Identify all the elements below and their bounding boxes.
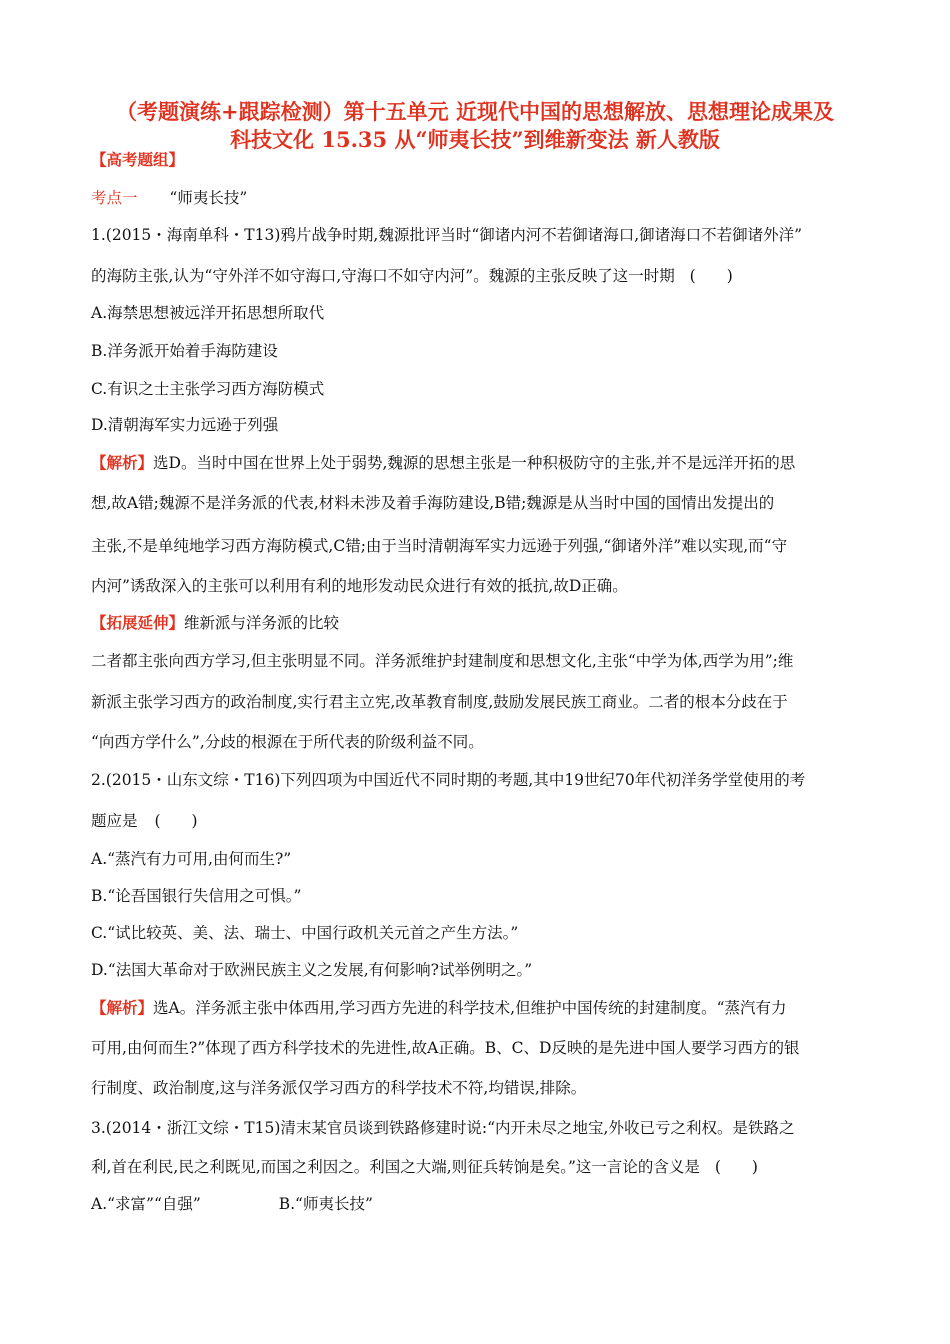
- q2-analysis-line2: 可用,由何而生?”体现了西方科学技术的先进性,故A正确。B、C、D反映的是先进中国人要学习西方的银: [91, 1039, 800, 1057]
- q2-stem-line1: 2.(2015・山东文综・T16)下列四项为中国近代不同时期的考题,其中19世纪70年代初洋务学堂使用的考: [91, 771, 806, 789]
- extension-tag: 【拓展延伸】: [91, 613, 185, 632]
- document-title-line1: （考题演练+跟踪检测）第十五单元 近现代中国的思想解放、思想理论成果及: [116, 99, 834, 124]
- q3-stem-text: 利,首在利民,民之利既见,而国之利因之。利国之大端,则征兵转饷是矣。”这一言论的含义是: [91, 1158, 700, 1176]
- q2-analysis-line3: 行制度、政治制度,这与洋务派仅学习西方的科学技术不符,均错误,排除。: [91, 1079, 587, 1097]
- extension-heading: [91, 612, 339, 634]
- q2-answer-blank: ( ): [154, 812, 198, 830]
- q2-option-c: C.“试比较英、美、法、瑞士、中国行政机关元首之产生方法。”: [91, 924, 519, 942]
- q1-option-a: A.海禁思想被远洋开拓思想所取代: [91, 304, 325, 322]
- extension-line1: 二者都主张向西方学习,但主张明显不同。洋务派维护封建制度和思想文化,主张“中学为体,西学为用”;维: [91, 652, 794, 670]
- q1-analysis-line4: 内河”诱敌深入的主张可以利用有利的地形发动民众进行有效的抵抗,故D正确。: [91, 577, 628, 595]
- q1-option-d: D.清朝海军实力远逊于列强: [91, 416, 279, 434]
- q1-stem-line1: 1.(2015・海南单科・T13)鸦片战争时期,魏源批评当时“御诸内河不若御诸海口,御诸海口不若御诸外洋”: [91, 226, 803, 244]
- q1-stem-line2: [91, 265, 733, 287]
- extension-title: 维新派与洋务派的比较: [184, 614, 340, 632]
- q2-option-b: B.“论吾国银行失信用之可惧。”: [91, 887, 302, 905]
- q2-stem-line2: [91, 810, 198, 832]
- section-heading-gaokao: 【高考题组】: [91, 150, 185, 169]
- q3-stem-line2: [91, 1156, 758, 1178]
- q2-option-a: A.“蒸汽有力可用,由何而生?”: [91, 850, 292, 868]
- q1-option-b: B.洋务派开始着手海防建设: [91, 342, 278, 360]
- kaodian-heading: [91, 187, 247, 209]
- q3-answer-blank: ( ): [714, 1158, 758, 1176]
- q1-option-c: C.有识之士主张学习西方海防模式: [91, 380, 325, 398]
- q3-stem-line1: 3.(2014・浙江文综・T15)清末某官员谈到铁路修建时说:“内开未尽之地宝,外收已亏之利权。是铁路之: [91, 1119, 795, 1137]
- q1-answer-blank: ( ): [689, 267, 733, 285]
- q2-analysis-tag: 【解析】: [91, 998, 154, 1017]
- extension-line3: “向西方学什么”,分歧的根源在于所代表的阶级利益不同。: [91, 733, 484, 751]
- q2-analysis-line1: [91, 997, 787, 1019]
- q1-stem-text: 的海防主张,认为“守外洋不如守海口,守海口不如守内河”。魏源的主张反映了这一时期: [91, 267, 675, 285]
- q3-option-b: B.“师夷长技”: [278, 1195, 373, 1213]
- kaodian-topic: “师夷长技”: [169, 189, 248, 207]
- document-title-line2: 科技文化 15.35 从“师夷长技”到维新变法 新人教版: [230, 127, 720, 152]
- q2-stem-text: 题应是: [91, 812, 138, 830]
- kaodian-label: 考点一: [91, 189, 138, 207]
- q1-analysis-line1: [91, 452, 795, 474]
- q1-analysis-line2: 想,故A错;魏源不是洋务派的代表,材料未涉及着手海防建设,B错;魏源是从当时中国的国情出发提出的: [91, 494, 775, 512]
- q3-option-a: A.“求富”“自强”: [91, 1195, 201, 1213]
- q2-analysis-text: 选A。洋务派主张中体西用,学习西方先进的科学技术,但维护中国传统的封建制度。“蒸汽有力: [153, 999, 787, 1017]
- extension-line2: 新派主张学习西方的政治制度,实行君主立宪,改革教育制度,鼓励发展民族工商业。二者的根本分歧在于: [91, 693, 788, 711]
- q3-options-row: [91, 1193, 373, 1215]
- q1-analysis-text: 选D。当时中国在世界上处于弱势,魏源的思想主张是一种积极防守的主张,并不是远洋开拓的思: [153, 454, 796, 472]
- q1-analysis-tag: 【解析】: [91, 453, 154, 472]
- q1-analysis-line3: 主张,不是单纯地学习西方海防模式,C错;由于当时清朝海军实力远逊于列强,“御诸外洋”难以实现,而“守: [91, 537, 788, 555]
- q2-option-d: D.“法国大革命对于欧洲民族主义之发展,有何影响?试举例明之。”: [91, 961, 533, 979]
